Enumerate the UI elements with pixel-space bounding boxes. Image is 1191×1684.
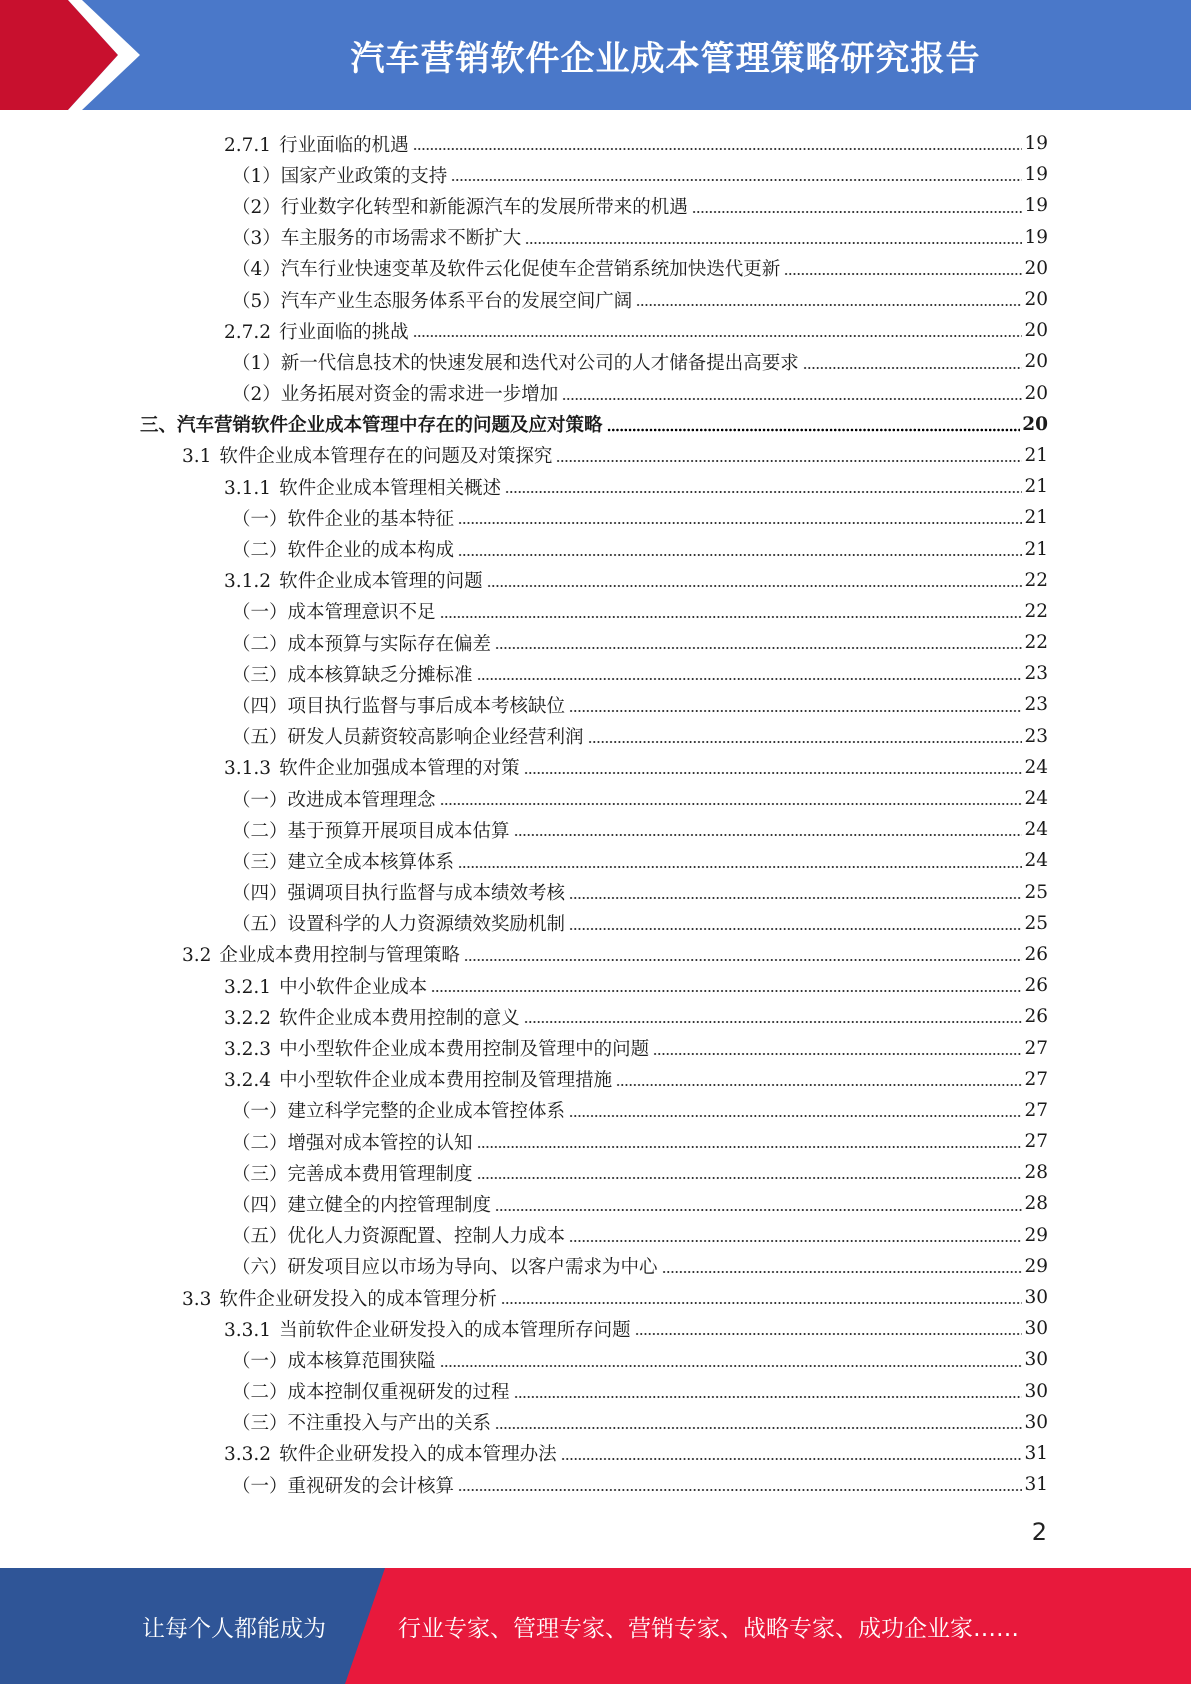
dot-leader	[440, 802, 1023, 806]
toc-entry-title	[224, 1004, 522, 1030]
toc-entry-title	[182, 442, 554, 468]
dot-leader	[569, 1239, 1022, 1243]
toc-entry-title	[224, 1066, 614, 1092]
dot-leader	[440, 1364, 1023, 1368]
dot-leader	[662, 1270, 1023, 1274]
toc-entry-page: 20	[1024, 320, 1048, 342]
toc-entry-page: 23	[1024, 694, 1048, 716]
toc-entry-page: 28	[1024, 1162, 1048, 1184]
toc-entry[interactable]	[140, 658, 1048, 689]
toc-entry[interactable]	[140, 253, 1048, 284]
toc-entry[interactable]	[140, 1344, 1048, 1375]
toc-entry-label: 基于预算开展项目成本估算	[287, 820, 510, 842]
toc-entry-title	[232, 598, 438, 624]
dot-leader	[525, 241, 1022, 245]
toc-entry-title	[232, 1191, 493, 1217]
dot-leader	[413, 147, 1023, 151]
dot-leader	[458, 1488, 1022, 1492]
toc-entry[interactable]	[140, 689, 1048, 720]
toc-entry[interactable]	[140, 502, 1048, 533]
dot-leader	[803, 366, 1023, 370]
toc-entry-title	[232, 224, 523, 250]
toc-entry-page: 23	[1024, 663, 1048, 685]
toc-entry-page: 21	[1024, 444, 1048, 466]
toc-entry-label: 项目执行监督与事后成本考核缺位	[287, 695, 566, 717]
toc-entry-page: 20	[1022, 413, 1048, 435]
toc-entry-title	[232, 692, 567, 718]
toc-entry-number: （2）	[232, 196, 281, 218]
toc-entry-label: 汽车产业生态服务体系平台的发展空间广阔	[280, 290, 633, 312]
toc-entry[interactable]	[140, 814, 1048, 845]
toc-entry-title	[232, 255, 782, 281]
footer-slogan-left: 让每个人都能成为	[142, 1615, 326, 1642]
dot-leader	[692, 210, 1023, 214]
toc-entry-label: 新一代信息技术的快速发展和迭代对公司的人才储备提出高要求	[280, 352, 799, 374]
toc-entry[interactable]	[140, 378, 1048, 409]
toc-entry-title	[232, 817, 512, 843]
toc-entry-label: 不注重投入与产出的关系	[287, 1413, 492, 1435]
toc-entry-page: 24	[1024, 850, 1048, 872]
toc-entry[interactable]	[140, 222, 1048, 253]
toc-entry-page: 22	[1024, 600, 1048, 622]
toc-entry[interactable]	[140, 1376, 1048, 1407]
toc-entry-label: 软件企业加强成本管理的对策	[279, 758, 520, 780]
toc-entry[interactable]	[140, 533, 1048, 564]
dot-leader	[514, 833, 1023, 837]
toc-entry-title	[232, 1222, 567, 1248]
toc-entry-number: 3.1.3	[224, 758, 272, 780]
toc-entry-number: （四）	[232, 1194, 288, 1216]
toc-entry[interactable]	[140, 1220, 1048, 1251]
toc-entry-title	[232, 380, 560, 406]
toc-entry-title	[232, 1347, 438, 1373]
toc-entry-title	[232, 505, 456, 531]
toc-entry-title	[232, 287, 634, 313]
toc-entry-title	[232, 349, 801, 375]
toc-entry-number: （一）	[232, 1475, 288, 1497]
chevron-arrow-logo	[0, 0, 160, 110]
dot-leader	[505, 490, 1022, 494]
toc-entry-number: （1）	[232, 352, 281, 374]
toc-entry-number: 3.2.2	[224, 1007, 272, 1029]
toc-entry-page: 27	[1024, 1037, 1048, 1059]
dot-leader	[569, 709, 1022, 713]
dot-leader	[524, 771, 1023, 775]
toc-entry-label: 中小软件企业成本	[279, 976, 428, 998]
toc-entry-page: 26	[1024, 943, 1048, 965]
toc-entry-label: 建立全成本核算体系	[287, 851, 455, 873]
dot-leader	[451, 178, 1022, 182]
toc-entry-number: （3）	[232, 228, 281, 250]
toc-entry[interactable]	[140, 1282, 1048, 1313]
toc-entry-page: 20	[1024, 257, 1048, 279]
dot-leader	[607, 428, 1021, 432]
toc-entry-page: 24	[1024, 819, 1048, 841]
toc-entry-label: 研发人员薪资较高影响企业经营利润	[287, 727, 584, 749]
toc-entry-page: 20	[1024, 289, 1048, 311]
toc-entry-page: 23	[1024, 725, 1048, 747]
toc-entry-label: 车主服务的市场需求不断扩大	[280, 228, 522, 250]
toc-entry-title	[232, 1472, 456, 1498]
toc-entry-title	[232, 786, 438, 812]
toc-entry-page: 26	[1024, 975, 1048, 997]
toc-entry-label: 重视研发的会计核算	[287, 1475, 455, 1497]
dot-leader	[616, 1083, 1022, 1087]
toc-entry-label: 研发项目应以市场为导向、以客户需求为中心	[287, 1257, 658, 1279]
toc-entry[interactable]	[140, 346, 1048, 377]
dot-leader	[458, 865, 1022, 869]
toc-entry-page: 29	[1024, 1255, 1048, 1277]
dot-leader	[569, 1114, 1022, 1118]
toc-entry-label: 成本核算范围狭隘	[287, 1350, 436, 1372]
dot-leader	[588, 740, 1023, 744]
toc-entry-number: （一）	[232, 508, 288, 530]
toc-entry-number: 2.7.2	[224, 321, 272, 343]
toc-entry-title	[232, 1160, 475, 1186]
toc-entry-number: （二）	[232, 540, 288, 562]
toc-entry[interactable]	[140, 284, 1048, 315]
toc-entry[interactable]	[140, 1126, 1048, 1157]
toc-entry[interactable]	[140, 315, 1048, 346]
toc-entry-label: 设置科学的人力资源绩效奖励机制	[287, 914, 566, 936]
toc-entry-page: 21	[1024, 538, 1048, 560]
toc-entry-label: 软件企业成本管理相关概述	[279, 477, 502, 499]
dot-leader	[477, 677, 1023, 681]
toc-entry-label: 行业面临的机遇	[279, 134, 409, 156]
toc-entry[interactable]	[140, 1407, 1048, 1438]
toc-entry[interactable]	[140, 1032, 1048, 1063]
dot-leader	[495, 1426, 1022, 1430]
dot-leader	[784, 272, 1022, 276]
dot-leader	[635, 1332, 1023, 1336]
toc-entry-title	[232, 1097, 567, 1123]
toc-entry-label: 中小型软件企业成本费用控制及管理中的问题	[279, 1039, 650, 1061]
toc-entry-label: 软件企业成本费用控制的意义	[279, 1007, 520, 1029]
toc-entry-number: （五）	[232, 1226, 288, 1248]
toc-entry-label: 国家产业政策的支持	[280, 165, 448, 187]
toc-entry-page: 19	[1024, 133, 1048, 155]
toc-entry-title	[224, 318, 411, 344]
toc-entry-label: 软件企业研发投入的成本管理分析	[219, 1288, 497, 1310]
toc-entry-page: 21	[1024, 507, 1048, 529]
toc-entry[interactable]	[140, 1438, 1048, 1469]
toc-entry[interactable]	[140, 1251, 1048, 1282]
toc-entry-page: 30	[1024, 1411, 1048, 1433]
toc-entry-label: 建立健全的内控管理制度	[287, 1194, 492, 1216]
toc-entry-title	[224, 1035, 651, 1061]
toc-entry-number: 3.2.4	[224, 1070, 272, 1092]
toc-entry[interactable]	[140, 845, 1048, 876]
toc-entry-title	[232, 723, 586, 749]
toc-entry[interactable]	[140, 1313, 1048, 1344]
toc-entry-title	[224, 474, 503, 500]
dot-leader	[501, 1301, 1023, 1305]
toc-entry-title	[224, 567, 485, 593]
toc-entry-number: （2）	[232, 384, 281, 406]
toc-entry-title	[232, 162, 449, 188]
toc-entry-number: （三）	[232, 1163, 288, 1185]
toc-entry[interactable]	[140, 190, 1048, 221]
toc-entry[interactable]	[140, 970, 1048, 1001]
dot-leader	[569, 896, 1022, 900]
toc-entry-label: 成本管理意识不足	[287, 602, 436, 624]
dot-leader	[440, 615, 1023, 619]
toc-entry-page: 24	[1024, 756, 1048, 778]
toc-entry-title	[182, 1285, 499, 1311]
toc-entry-page: 31	[1024, 1442, 1048, 1464]
toc-entry-label: 成本预算与实际存在偏差	[287, 633, 492, 655]
toc-entry[interactable]	[140, 752, 1048, 783]
toc-entry-title	[232, 1253, 660, 1279]
toc-entry-number: （一）	[232, 789, 288, 811]
toc-entry-number: （一）	[232, 1101, 288, 1123]
dot-leader	[495, 1208, 1022, 1212]
table-of-contents	[140, 128, 1048, 1500]
toc-entry-number: （五）	[232, 727, 288, 749]
toc-entry-label: 软件企业成本管理的问题	[279, 571, 483, 593]
toc-entry-number: 三、	[140, 415, 178, 437]
toc-entry-number: （三）	[232, 664, 288, 686]
toc-entry-number: 3.1	[182, 446, 212, 468]
toc-entry[interactable]	[140, 440, 1048, 471]
toc-entry-page: 25	[1024, 881, 1048, 903]
toc-entry-title	[224, 754, 522, 780]
toc-entry[interactable]	[140, 783, 1048, 814]
toc-entry-number: 3.3.2	[224, 1444, 272, 1466]
toc-entry-label: 软件企业的成本构成	[287, 540, 455, 562]
toc-entry-number: （三）	[232, 1413, 288, 1435]
toc-entry[interactable]	[140, 1001, 1048, 1032]
toc-entry-number: （二）	[232, 1382, 288, 1404]
toc-entry-number: （四）	[232, 883, 288, 905]
toc-entry-page: 31	[1024, 1474, 1048, 1496]
toc-entry-label: 当前软件企业研发投入的成本管理所存问题	[279, 1319, 631, 1341]
toc-entry-number: 3.3.1	[224, 1319, 272, 1341]
dot-leader	[413, 334, 1023, 338]
toc-entry-title	[224, 1440, 559, 1466]
toc-entry[interactable]	[140, 721, 1048, 752]
report-title: 汽车营销软件企业成本管理策略研究报告	[350, 38, 981, 79]
toc-entry[interactable]	[140, 627, 1048, 658]
toc-entry-page: 22	[1024, 569, 1048, 591]
toc-entry-label: 成本控制仅重视研发的过程	[287, 1382, 510, 1404]
dot-leader	[514, 1395, 1023, 1399]
toc-entry[interactable]	[140, 159, 1048, 190]
toc-entry-page: 29	[1024, 1224, 1048, 1246]
toc-entry-label: 中小型软件企业成本费用控制及管理措施	[279, 1070, 613, 1092]
dot-leader	[477, 1145, 1023, 1149]
toc-entry[interactable]	[140, 908, 1048, 939]
dot-leader	[477, 1176, 1023, 1180]
toc-entry-title	[232, 910, 567, 936]
toc-entry-title	[232, 193, 690, 219]
footer-slogan-right: 行业专家、管理专家、营销专家、战略专家、成功企业家……	[398, 1615, 1019, 1642]
toc-entry-page: 27	[1024, 1099, 1048, 1121]
page-number: 2	[1031, 1518, 1047, 1546]
toc-entry-page: 27	[1024, 1068, 1048, 1090]
dot-leader	[569, 927, 1022, 931]
toc-entry-page: 20	[1024, 382, 1048, 404]
dot-leader	[458, 553, 1022, 557]
toc-entry[interactable]	[140, 565, 1048, 596]
toc-entry-label: 汽车营销软件企业成本管理中存在的问题及应对策略	[177, 415, 603, 437]
toc-entry-page: 19	[1024, 226, 1048, 248]
toc-entry-page: 30	[1024, 1349, 1048, 1371]
toc-entry-label: 强调项目执行监督与成本绩效考核	[287, 883, 566, 905]
toc-entry-label: 建立科学完整的企业成本管控体系	[287, 1101, 566, 1123]
toc-entry-label: 汽车行业快速变革及软件云化促使车企营销系统加快迭代更新	[280, 259, 781, 281]
toc-entry-number: （三）	[232, 851, 288, 873]
dot-leader	[636, 303, 1022, 307]
toc-entry-title	[232, 630, 493, 656]
toc-entry-number: 3.2	[182, 945, 212, 967]
toc-entry[interactable]	[140, 1188, 1048, 1219]
toc-entry-title	[232, 661, 475, 687]
toc-entry-page: 26	[1024, 1006, 1048, 1028]
toc-entry-page: 19	[1024, 164, 1048, 186]
dot-leader	[653, 1052, 1022, 1056]
toc-entry-label: 软件企业的基本特征	[287, 508, 455, 530]
dot-leader	[458, 521, 1022, 525]
toc-entry-title	[182, 941, 462, 967]
toc-entry[interactable]	[140, 1157, 1048, 1188]
toc-entry-title	[224, 131, 411, 157]
dot-leader	[495, 646, 1022, 650]
toc-entry-number: 2.7.1	[224, 134, 272, 156]
toc-entry[interactable]	[140, 877, 1048, 908]
toc-entry-label: 企业成本费用控制与管理策略	[219, 945, 460, 967]
toc-entry-number: （一）	[232, 602, 288, 624]
toc-entry-page: 30	[1024, 1380, 1048, 1402]
toc-entry-number: （4）	[232, 259, 281, 281]
toc-entry-page: 24	[1024, 788, 1048, 810]
toc-entry-number: （一）	[232, 1350, 288, 1372]
dot-leader	[431, 989, 1022, 993]
toc-entry-page: 30	[1024, 1318, 1048, 1340]
toc-entry-title	[232, 536, 456, 562]
toc-entry-page: 20	[1024, 351, 1048, 373]
toc-entry-number: 3.2.3	[224, 1039, 272, 1061]
page-footer	[0, 1568, 1191, 1684]
toc-entry-number: 3.2.1	[224, 976, 272, 998]
toc-entry-page: 22	[1024, 632, 1048, 654]
dot-leader	[562, 397, 1022, 401]
toc-entry-label: 行业面临的挑战	[279, 321, 409, 343]
toc-entry-number: （1）	[232, 165, 281, 187]
toc-entry[interactable]	[140, 1095, 1048, 1126]
toc-entry-label: 优化人力资源配置、控制人力成本	[287, 1226, 566, 1248]
toc-entry-number: 3.3	[182, 1288, 212, 1310]
dot-leader	[487, 584, 1023, 588]
toc-entry[interactable]	[140, 1469, 1048, 1500]
toc-entry-title	[224, 973, 429, 999]
toc-entry-label: 软件企业研发投入的成本管理办法	[279, 1444, 557, 1466]
toc-entry-label: 软件企业成本管理存在的问题及对策探究	[219, 446, 553, 468]
toc-entry-title	[232, 879, 567, 905]
toc-entry-title	[232, 1378, 512, 1404]
toc-entry[interactable]	[140, 409, 1048, 440]
dot-leader	[464, 958, 1023, 962]
toc-entry[interactable]	[140, 596, 1048, 627]
toc-entry-label: 完善成本费用管理制度	[287, 1163, 473, 1185]
toc-entry-page: 27	[1024, 1131, 1048, 1153]
toc-entry-number: （六）	[232, 1257, 288, 1279]
toc-entry-label: 改进成本管理理念	[287, 789, 436, 811]
toc-entry-number: （四）	[232, 695, 288, 717]
toc-entry-page: 25	[1024, 912, 1048, 934]
toc-entry-label: 成本核算缺乏分摊标准	[287, 664, 473, 686]
toc-entry[interactable]	[140, 939, 1048, 970]
toc-entry-number: 3.1.2	[224, 571, 272, 593]
toc-entry-title	[224, 1316, 633, 1342]
toc-entry-label: 行业数字化转型和新能源汽车的发展所带来的机遇	[280, 196, 688, 218]
toc-entry-number: （二）	[232, 1132, 288, 1154]
toc-entry-number: （二）	[232, 820, 288, 842]
toc-entry-number: （五）	[232, 914, 288, 936]
toc-entry-number: （二）	[232, 633, 288, 655]
dot-leader	[524, 1020, 1023, 1024]
toc-entry-number: 3.1.1	[224, 477, 272, 499]
toc-entry[interactable]	[140, 471, 1048, 502]
toc-entry-page: 19	[1024, 195, 1048, 217]
toc-entry-label: 增强对成本管控的认知	[287, 1132, 473, 1154]
dot-leader	[561, 1457, 1023, 1461]
toc-entry[interactable]	[140, 1064, 1048, 1095]
toc-entry-title	[232, 1129, 475, 1155]
toc-entry-title	[232, 848, 456, 874]
toc-entry-title	[140, 411, 605, 437]
dot-leader	[556, 459, 1022, 463]
toc-entry-page: 21	[1024, 476, 1048, 498]
toc-entry[interactable]	[140, 128, 1048, 159]
toc-entry-page: 30	[1024, 1287, 1048, 1309]
toc-entry-number: （5）	[232, 290, 281, 312]
toc-entry-label: 业务拓展对资金的需求进一步增加	[280, 384, 559, 406]
page-header	[0, 0, 1191, 110]
toc-entry-page: 28	[1024, 1193, 1048, 1215]
toc-entry-title	[232, 1409, 493, 1435]
